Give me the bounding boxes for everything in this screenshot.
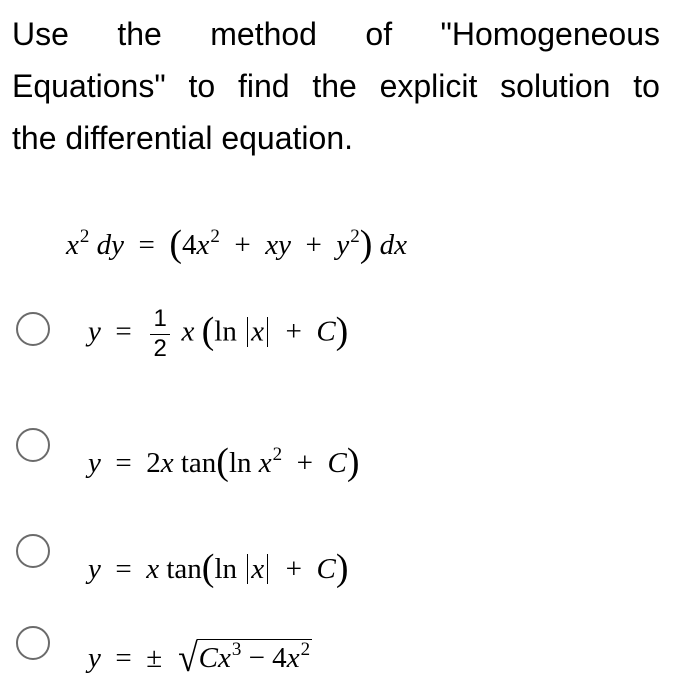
answer-option-b[interactable] [16,426,666,486]
question-text [12,8,660,164]
option-b-formula: y = 2x tan(ln $x^2 + C$) [88,441,360,483]
radio-button-b[interactable] [16,428,50,462]
option-c-formula: y = x tan(ln x + C) [88,547,349,589]
radio-button-a[interactable] [16,312,50,346]
question-line-3: the differential equation. [12,120,353,156]
option-a-formula: y = $\frac{1}{2}$ x (ln x + C) [88,305,349,362]
question-line-2: Equations" to find the explicit solution to [12,68,660,104]
answer-option-c[interactable] [16,522,666,589]
answer-option-a[interactable] [16,306,666,366]
question-line-1: Use the method of "Homogeneous [12,16,660,52]
square-root: $√Cx^3 - 4x^2$ [177,635,311,680]
differential-equation: $x^2$ dy = ($4x^2$ + xy + $y^2$) dx [66,223,408,265]
option-d-formula: y = ± $√Cx^3 - 4x^2$ [88,630,312,677]
answer-option-d[interactable] [16,616,666,680]
radio-button-c[interactable] [16,534,50,568]
fraction-one-half: $\frac{1}{2}$ [150,306,170,362]
radio-button-d[interactable] [16,626,50,660]
